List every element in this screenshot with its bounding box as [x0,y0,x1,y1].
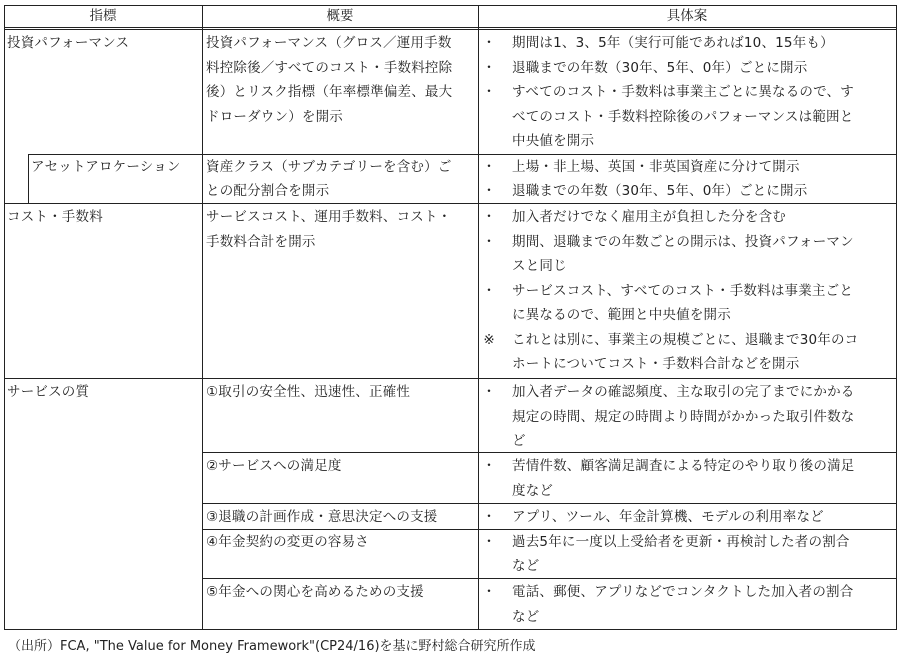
proposal-line: 期間、退職までの年数ごとの開示は、投資パフォーマン [512,233,854,250]
summary-service-2: ②サービスへの満足度 [206,458,342,474]
header-summary: 概要 [326,8,354,24]
proposal-line: これとは別に、事業主の規模ごとに、退職まで30年のコ [512,331,859,348]
proposal-line: サービスコスト、すべてのコスト・手数料は事業主ごと [512,282,854,299]
proposal-line: ホートについてコスト・手数料合計などを開示 [512,356,800,372]
bullet-mark: ・ [482,584,496,600]
proposal-line: 上場・非上場、英国・非英国資産に分けて開示 [512,159,800,175]
header-proposal: 具体案 [666,8,708,24]
proposal-line: 過去5年に一度以上受給者を更新・再検討した者の割合 [512,534,850,550]
proposal-line: 加入者データの確認頻度、主な取引の完了までにかかる [512,384,855,400]
source-note: （出所）FCA, "The Value for Money Framework"(CP24/16)を基に野村総合研究所作成 [8,639,536,654]
note-mark: ※ [483,331,495,348]
bullet-mark: ・ [482,233,496,250]
bullet-mark: ・ [482,159,496,175]
proposal-line: 加入者だけでなく雇用主が負担した分を含む [512,209,786,225]
bullet-mark: ・ [482,384,496,400]
summary-line: 手数料合計を開示 [206,233,316,250]
bullet-mark: ・ [482,35,496,51]
summary-service-4: ④年金契約の変更の容易さ [206,534,370,550]
summary-line: 料控除後／すべてのコスト・手数料控除 [206,59,453,76]
summary-service-3: ③退職の計画作成・意思決定への支援 [206,508,438,525]
proposal-line: 規定の時間、規定の時間より時間がかかった取引件数な [512,408,855,425]
summary-line: 資産クラス（サブカテゴリーを含む）ご [206,159,452,175]
proposal-line: すべてのコスト・手数料は事業主ごとに異なるので、す [512,84,854,100]
proposal-line: 期間は1、3、5年（実行可能であれば10、15年も） [512,35,834,51]
summary-line: サービスコスト、運用手数料、コスト・ [206,209,452,225]
bullet-mark: ・ [482,183,496,199]
indicator-cost-fees: コスト・手数料 [7,209,103,225]
bullet-mark: ・ [482,508,496,525]
bullet-mark: ・ [482,209,496,225]
summary-line: ドローダウン）を開示 [206,108,343,125]
proposal-line: アプリ、ツール、年金計算機、モデルの利用率など [512,508,824,525]
bullet-mark: ・ [482,84,496,100]
summary-line: 後）とリスク指標（年率標準偏差、最大 [206,84,453,100]
proposal-line: ど [512,433,526,449]
indicator-asset-allocation: アセットアロケーション [31,159,181,175]
bullet-mark: ・ [482,458,496,474]
summary-service-1: ①取引の安全性、迅速性、正確性 [206,384,411,400]
proposal-line: 度など [512,482,554,499]
proposal-line: スと同じ [512,258,567,274]
bullet-mark: ・ [482,59,496,76]
summary-line: 投資パフォーマンス（グロス／運用手数 [206,35,452,51]
proposal-line: 中央値を開示 [512,133,595,149]
proposal-line: 苦情件数、顧客満足調査による特定のやり取り後の満足 [512,458,855,474]
summary-service-5: ⑤年金への関心を高めるための支援 [206,584,424,600]
bullet-mark: ・ [482,534,496,550]
proposal-line: 電話、郵便、アプリなどでコンタクトした加入者の割合 [512,584,854,600]
header-indicator: 指標 [89,8,117,24]
proposal-line: など [512,608,540,625]
proposal-line: など [512,558,540,574]
proposal-line: べてのコスト・手数料控除後のパフォーマンスは範囲と [512,108,854,125]
bullet-mark: ・ [482,282,496,299]
proposal-line: に異なるので、範囲と中央値を開示 [512,307,731,323]
summary-line: との配分割合を開示 [206,183,330,199]
vfm-table [4,5,897,630]
proposal-line: 退職までの年数（30年、5年、0年）ごとに開示 [512,59,808,76]
proposal-line: 退職までの年数（30年、5年、0年）ごとに開示 [512,183,808,199]
indicator-service-quality: サービスの質 [7,384,90,400]
indicator-investment-performance: 投資パフォーマンス [7,35,130,51]
